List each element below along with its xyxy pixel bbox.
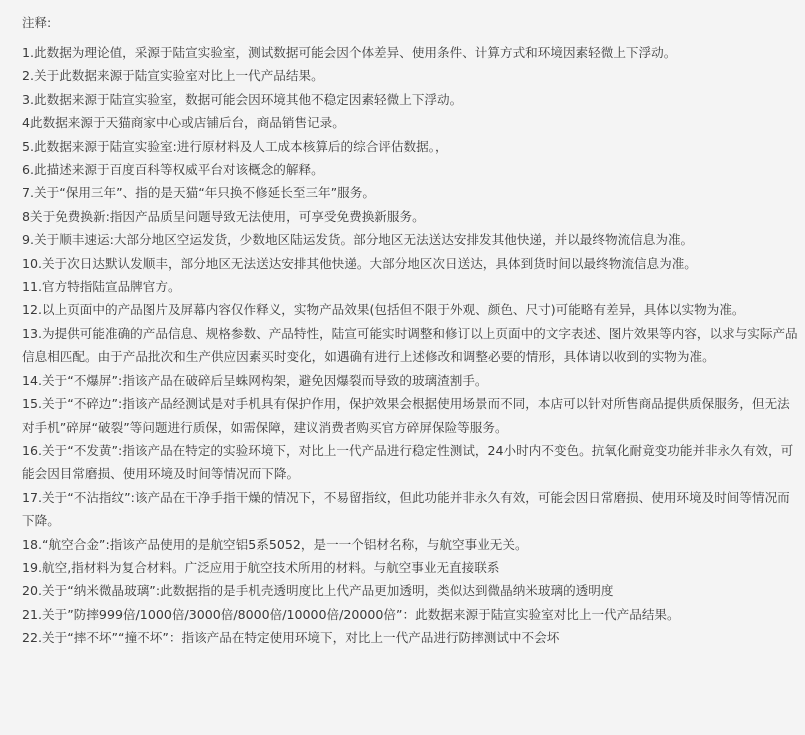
note-item: 17.关于“不沾指纹”:该产品在干净手指干燥的情况下，不易留指纹，但此功能并非永久有效，可能会因日常磨损、使用环境及时间等情况而下降。 xyxy=(22,489,790,529)
note-item: 11.官方特指陆宣品牌官方。 xyxy=(22,279,181,295)
note-item: 15.关于“不碎边”:指该产品经测试是对手机具有保护作用，保护效果会根据使用场景而不同，本店可以针对所售商品提供质保服务，但无法对手机”碎屏“破裂”等问题进行质保，如需保障，建议消费者购买官方碎屏保险等服务。 xyxy=(22,396,790,435)
note-item: 22.关于“摔不坏”“撞不坏”：指该产品在特定使用环境下，对比上一代产品进行防摔测试中不会坏 xyxy=(22,630,560,646)
note-item: 12.以上页面中的产品图片及屏幕内容仅作释义，实物产品效果(包括但不限于外观、颜色、尺寸)可能略有差异，具体以实物为准。 xyxy=(22,302,745,318)
note-item: 4此数据来源于天猫商家中心或店铺后台，商品销售记录。 xyxy=(22,115,345,131)
note-item: 14.关于“不爆屏”:指该产品在破碎后呈蛛网构架，避免因爆裂而导致的玻璃渣割手。 xyxy=(22,372,488,388)
note-item: 6.此描述来源于百度百科等权威平台对该概念的解释。 xyxy=(22,162,324,178)
notes-list xyxy=(22,41,799,650)
note-item: 18.“航空合金”:指该产品使用的是航空铝5系5052，是一一个铝材名称，与航空事业无关。 xyxy=(22,536,528,552)
note-item: 10.关于次日达默认发顺丰，部分地区无法送达安排其他快递。大部分地区次日送达，具体到货时间以最终物流信息为准。 xyxy=(22,255,697,271)
note-item: 2.关于此数据来源于陆宣实验室对比上一代产品结果。 xyxy=(22,68,324,84)
note-item: 9.关于顺丰速运:大部分地区空运发货，少数地区陆运发货。部分地区无法送达安排发其他快递，并以最终物流信息为准。 xyxy=(22,232,694,248)
note-item: 5.此数据来源于陆宣实验室:进行原材料及人工成本核算后的综合评估数据。， xyxy=(22,138,448,154)
note-item: 7.关于“保用三年”、指的是天猫“年只换不修延长至三年”服务。 xyxy=(22,185,375,201)
note-item: 1.此数据为理论值，采源于陆宣实验室，测试数据可能会因个体差异、使用条件、计算方式和环境因素轻微上下浮动。 xyxy=(22,45,677,60)
note-item: 13.为提供可能准确的产品信息、规格参数、产品特性，陆宣可能实时调整和修订以上页面中的文字表述、图片效果等内容，以求与实际产品信息相匹配。由于产品批次和生产供应因素买时变化，如遇确有进行上述修改和调整必要的情形，具体请以收到的实物为准。 xyxy=(22,325,798,365)
note-item: 19.航空,指材料为复合材料。广泛应用于航空技术所用的材料。与航空事业无直接联系 xyxy=(22,559,500,575)
note-item: 20.关于“纳米微晶玻璃”:此数据指的是手机壳透明度比上代产品更加透明，类似达到微晶纳米玻璃的透明度 xyxy=(22,583,614,599)
note-item: 8关于免费换新:指因产品质呈问题导致无法使用，可享受免费换新服务。 xyxy=(22,208,425,224)
note-item: 16.关于“不发黄”:指该产品在特定的实验环境下，对比上一代产品进行稳定性测试，24小时内不变色。抗氧化耐竟变功能并非永久有效，可能会因目常磨损、使用环境及时间等情况而下降。 xyxy=(22,442,794,482)
note-item: 3.此数据来源于陆宣实验室，数据可能会因环境其他不稳定因素轻微上下浮动。 xyxy=(22,91,463,107)
notes-title: 注释: xyxy=(22,15,52,30)
note-item: 21.关于”防摔999倍/1000倍/3000倍/8000倍/10000倍/20000倍”：此数据来源于陆宣实验室对比上一代产品结果。 xyxy=(22,606,680,622)
